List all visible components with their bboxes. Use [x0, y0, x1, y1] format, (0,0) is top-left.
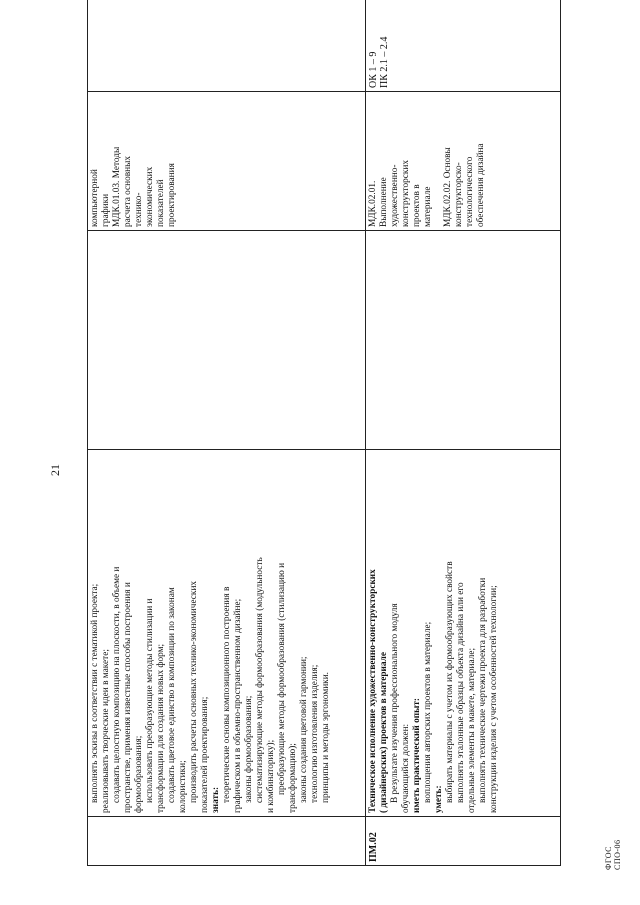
mdk-line: показателей	[156, 179, 166, 227]
description-line: законы создания цветовой гармонии;	[299, 656, 309, 803]
empty-cell	[366, 231, 561, 450]
description-line: уметь:	[434, 785, 444, 813]
description-line: пространстве, применяя известные способы построения и	[123, 582, 133, 813]
description-line: В результате изучения профессионального модуля	[390, 603, 400, 803]
description-line: показателей проектирования;	[200, 696, 210, 813]
description-line: выполнять технические чертежи проекта для разработки	[478, 577, 488, 803]
page-number: 21	[48, 464, 62, 476]
description-line: производить расчеты основных технико-экономических	[189, 580, 199, 803]
mdk-line: технико-	[134, 192, 144, 227]
module-description-cell	[88, 450, 366, 817]
table-row-pm02	[366, 0, 561, 866]
description-line: реализовывать творческие идеи в макете;	[101, 649, 111, 813]
description-line: отдельные элементы в макете, материале;	[467, 647, 477, 813]
description-line: законы формообразования;	[244, 695, 254, 803]
module-code-cell	[88, 817, 366, 866]
description-line: обучающийся должен:	[401, 723, 411, 813]
mdk-line: проектирования	[167, 163, 177, 227]
description-line: колористики;	[178, 760, 188, 813]
description-line: трансформации для создания новых форм;	[156, 643, 166, 813]
description-line: принципы и методы эргономики.	[321, 672, 331, 803]
empty-cell	[88, 231, 366, 450]
mdk-line: проектов в	[412, 184, 422, 227]
mdk-line: экономических	[145, 166, 155, 227]
description-line: теоретические основы композиционного построения в	[222, 586, 232, 803]
competencies-cell	[366, 0, 561, 92]
description-line: создавать целостную композицию на плоскости, в объеме и	[112, 566, 122, 803]
table-row-continuation	[88, 0, 366, 866]
mdk-line	[434, 95, 443, 227]
mdk-line: материале	[423, 186, 433, 227]
mdk-line: МДК.02.01.	[368, 180, 378, 227]
description-line: преобразующие методы формообразования (стилизацию и	[277, 562, 287, 795]
description-line: и комбинаторику);	[266, 739, 276, 813]
mdk-line: конструкторско-	[454, 162, 464, 227]
document-footer: ФГОС СПО-06	[604, 839, 622, 870]
description-line: создавать цветовое единство в композиции по законам	[167, 587, 177, 803]
mdk-line: технологического	[465, 156, 475, 227]
description-line: использовать преобразующие методы стилизации и	[145, 598, 155, 803]
rotated-table-sheet	[87, 33, 561, 866]
mdk-line: обеспечения дизайна	[476, 143, 486, 227]
description-line: воплощения авторских проектов в материале;	[423, 621, 433, 803]
description-line: иметь практический опыт:	[412, 697, 422, 813]
mdk-cell	[88, 92, 366, 231]
description-line: систематизирующие методы формообразования (модульность	[255, 557, 265, 803]
description-line: ( дизайнерских) проектов в материале	[379, 652, 389, 813]
mdk-line: художественно-	[390, 164, 400, 227]
module-description-cell	[366, 450, 561, 817]
description-line: знать:	[211, 786, 221, 813]
description-line: конструкции изделия с учетом особенностей технологии;	[489, 585, 499, 813]
description-line: выполнять эскизы в соответствии с тематикой проекта;	[90, 583, 100, 803]
competency-table	[87, 0, 561, 866]
module-code-cell: ПМ.02	[366, 817, 561, 866]
mdk-line: расчета основных	[123, 155, 133, 227]
mdk-cell	[366, 92, 561, 231]
description-line: технологию изготовления изделия;	[310, 664, 320, 803]
mdk-line: Выполнение	[379, 177, 389, 227]
mdk-line: МДК.01.03. Методы	[112, 146, 122, 227]
mdk-line: графики	[101, 193, 111, 227]
description-line: Техническое исполнение художественно-конструкторских	[368, 569, 378, 813]
description-line: выбирать материалы с учетом их формообразующих свойств	[445, 561, 455, 803]
mdk-line: конструкторских	[401, 159, 411, 227]
competency-code: ПК 2.1 – 2.4	[379, 36, 390, 88]
description-line: выполнять эталонные образцы объекта дизайна или его	[456, 582, 466, 803]
description-line: формообразования;	[134, 735, 144, 813]
mdk-line: компьютерной	[90, 169, 100, 227]
competencies-cell	[88, 0, 366, 92]
mdk-line: МДК.02.02. Основы	[443, 147, 453, 227]
description-line: графическом и в объемно-пространственном дизайне;	[233, 598, 243, 813]
competency-code: ОК 1 – 9	[368, 51, 379, 88]
description-line: трансформацию);	[288, 743, 298, 813]
